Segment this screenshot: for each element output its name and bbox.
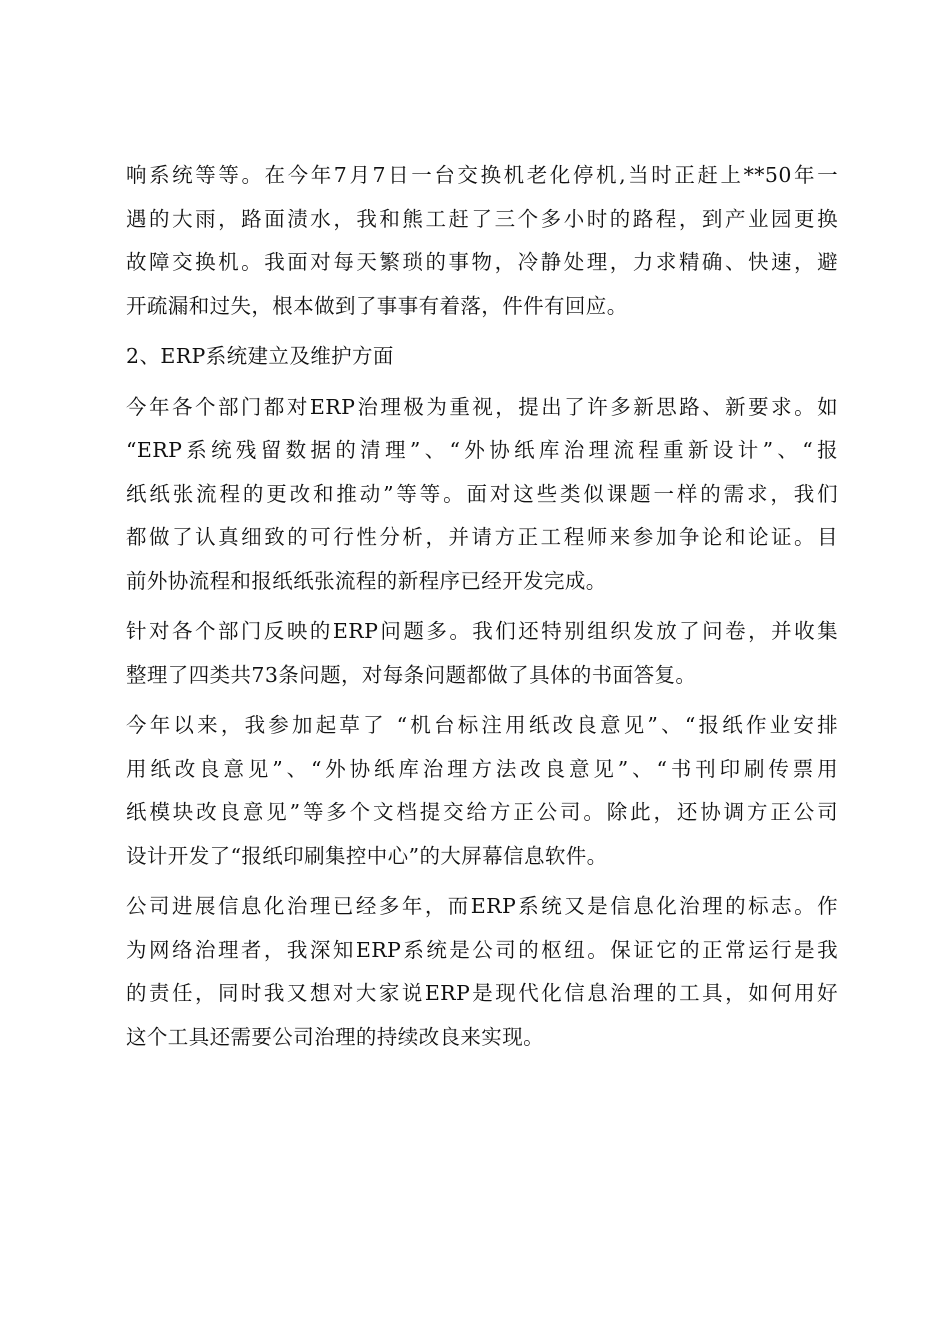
paragraph [126,704,838,878]
text-line: 设计开发了“报纸印刷集控中心”的大屏幕信息软件。 [126,843,608,868]
text-line: 遇的大雨，路面渍水，我和熊工赶了三个多小时的路程，到产业园更换 [126,206,838,231]
text-line: 针对各个部门反映的ERP问题多。我们还特别组织发放了问卷，并收集 [126,619,838,643]
document-body [126,154,838,1066]
text-line: 故障交换机。我面对每天繁琐的事物，冷静处理，力求精确、快速，避 [126,250,838,274]
text-line: 公司进展信息化治理已经多年，而ERP系统又是信息化治理的标志。作 [126,894,838,918]
text-line: 纸模块改良意见”等多个文档提交给方正公司。除此，还协调方正公司 [126,800,838,824]
paragraph [126,386,838,604]
text-line: 用纸改良意见”、“外协纸库治理方法改良意见”、“书刊印刷传票用 [126,756,838,781]
paragraph [126,610,838,697]
text-line: 响系统等等。在今年7月7日一台交换机老化停机,当时正赶上**50年一 [126,163,838,187]
paragraph [126,885,838,1059]
text-line: 都做了认真细致的可行性分析，并请方正工程师来参加争论和论证。目 [126,525,838,549]
text-line: 今年各个部门都对ERP治理极为重视，提出了许多新思路、新要求。如 [126,394,838,419]
section-heading [126,335,838,379]
text-line: 开疏漏和过失，根本做到了事事有着落，件件有回应。 [126,293,628,318]
text-line: 2、ERP系统建立及维护方面 [126,344,394,368]
text-line: 整理了四类共73条问题，对每条问题都做了具体的书面答复。 [126,662,697,687]
text-line: 前外协流程和报纸纸张流程的新程序已经开发完成。 [126,568,607,593]
text-line: 这个工具还需要公司治理的持续改良来实现。 [126,1024,544,1049]
text-line: “ERP系统残留数据的清理”、“外协纸库治理流程重新设计”、“报 [126,438,838,462]
text-line: 的责任，同时我又想对大家说ERP是现代化信息治理的工具，如何用好 [126,981,838,1005]
text-line: 纸纸张流程的更改和推动”等等。面对这些类似课题一样的需求，我们 [126,481,838,506]
text-line: 为网络治理者，我深知ERP系统是公司的枢纽。保证它的正常运行是我 [126,937,838,962]
text-line: 今年以来，我参加起草了 “机台标注用纸改良意见”、“报纸作业安排 [126,713,838,737]
paragraph [126,154,838,328]
